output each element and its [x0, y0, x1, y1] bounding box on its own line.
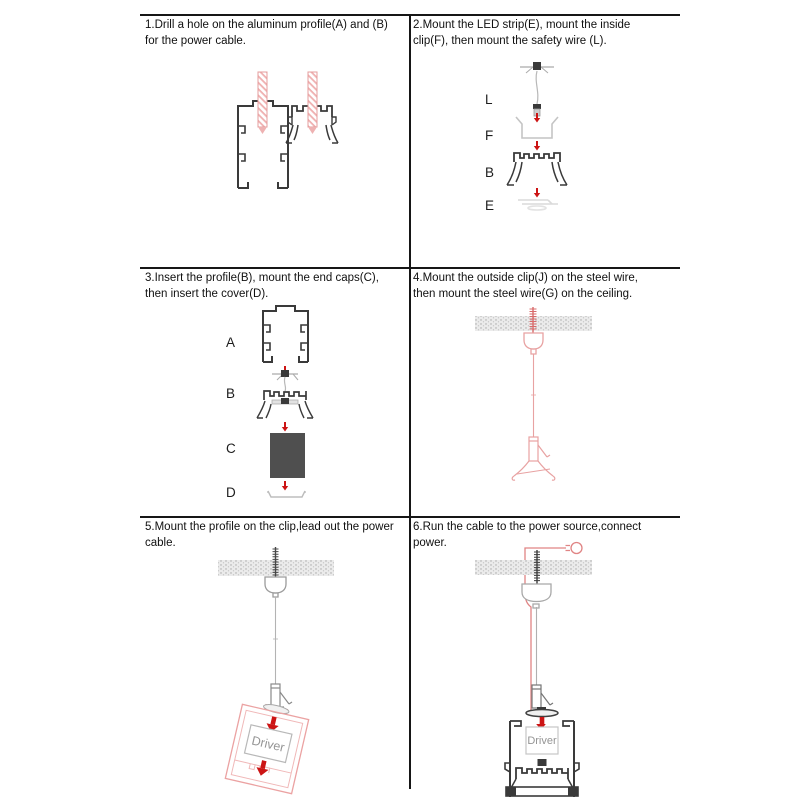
- part-label-f: F: [485, 128, 494, 143]
- step-line: 6.Run the cable to the power source,connect: [413, 521, 642, 533]
- instruction-sheet: [140, 14, 680, 800]
- part-label-c: C: [226, 441, 236, 456]
- panel-step-2: [410, 14, 680, 267]
- driver-box: [526, 727, 558, 754]
- step-line: 5.Mount the profile on the clip,lead out the power: [145, 521, 394, 533]
- cover-d: [268, 491, 305, 497]
- safety-wire-assembly: [520, 62, 554, 116]
- wire-gripper: [532, 685, 553, 708]
- down-arrow-icon: [534, 188, 540, 198]
- step-line: cable.: [145, 536, 176, 549]
- profile-b-section: [507, 153, 567, 185]
- step-line: 3.Insert the profile(B), mount the end caps(C),: [145, 272, 379, 284]
- driver-box: [245, 725, 292, 763]
- step-line: power.: [413, 536, 447, 549]
- panel-step-6: [410, 516, 680, 800]
- inner-block: [538, 759, 547, 766]
- step-line: 4.Mount the outside clip(J) on the steel wire,: [413, 272, 639, 284]
- canopy: [522, 584, 551, 608]
- step-line: then insert the cover(D).: [145, 287, 269, 300]
- step-line: for the power cable.: [145, 34, 247, 47]
- driver-label: Driver: [527, 735, 557, 747]
- step-3-diagram: [140, 267, 410, 516]
- drill-bit-icon: [258, 72, 267, 134]
- step-1-diagram: [140, 14, 410, 267]
- step-text: [410, 267, 680, 302]
- down-arrow-icon: [282, 422, 288, 432]
- end-cap-c: [270, 433, 305, 478]
- fixture-cross-section: [505, 707, 579, 797]
- step-5-diagram: [140, 516, 410, 800]
- step-line: clip(F), then mount the safety wire (L).: [413, 34, 607, 47]
- inner-profile: [511, 768, 573, 788]
- part-label-d: D: [226, 485, 236, 500]
- anchor-toggle: [272, 370, 298, 391]
- cover-plate: [506, 787, 578, 796]
- down-arrow-icon: [255, 759, 271, 777]
- step-text: [140, 14, 410, 49]
- step-line: 2.Mount the LED strip(E), mount the inside: [413, 19, 631, 31]
- step-line: then mount the steel wire(G) on the ceiling.: [413, 287, 633, 300]
- canopy: [524, 333, 543, 354]
- step-2-diagram: [410, 14, 680, 267]
- wire-gripper: [512, 437, 555, 480]
- screw-icon: [273, 547, 279, 577]
- step-text: [410, 14, 680, 49]
- panel-step-1: [140, 14, 410, 267]
- step-text: [140, 516, 410, 551]
- profile-b-section: [257, 391, 313, 418]
- aluminum-profile-a: [263, 306, 308, 362]
- part-label-e: E: [485, 198, 495, 213]
- panel-step-5: [140, 516, 410, 800]
- down-arrow-icon: [282, 481, 288, 491]
- part-label-b: B: [485, 165, 495, 180]
- ceiling: [475, 560, 592, 575]
- part-label-a: A: [226, 335, 236, 350]
- part-label-l: L: [485, 92, 493, 107]
- driver-label: Driver: [250, 733, 286, 755]
- led-strip-e: [518, 200, 558, 210]
- part-label-b: B: [226, 386, 236, 401]
- step-text: [410, 516, 680, 551]
- step-line: 1.Drill a hole on the aluminum profile(A) and (B): [145, 19, 388, 31]
- tilted-profile: [225, 698, 310, 794]
- drill-bit-icon: [308, 72, 317, 134]
- panel-step-3: [140, 267, 410, 516]
- canopy: [265, 577, 286, 597]
- step-4-diagram: [410, 267, 680, 516]
- step-6-diagram: [410, 516, 680, 800]
- down-arrow-icon: [534, 141, 540, 151]
- panel-step-4: [410, 267, 680, 516]
- step-text: [140, 267, 410, 302]
